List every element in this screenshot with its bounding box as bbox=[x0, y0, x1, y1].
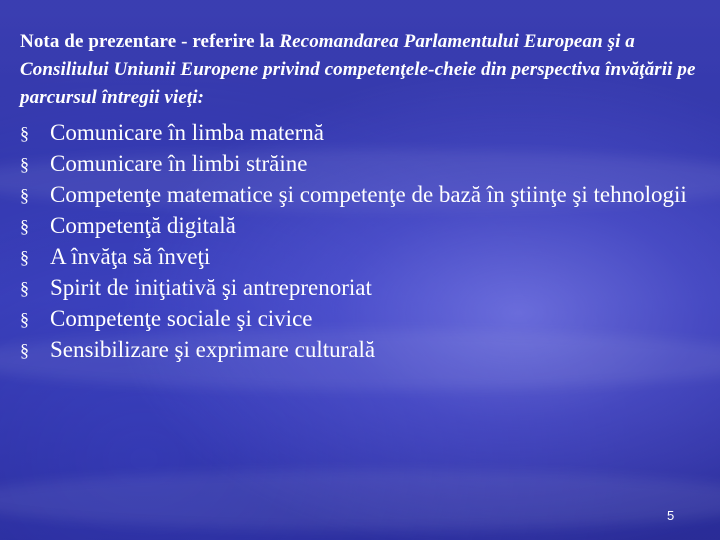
list-item bbox=[20, 335, 710, 366]
page-number: 5 bbox=[667, 508, 675, 523]
list-item bbox=[20, 242, 710, 273]
list-item-text: Competenţe matematice şi competenţe de bază în ştiinţe şi tehnologii bbox=[50, 182, 687, 207]
bullet-icon: § bbox=[20, 216, 29, 236]
bullet-icon: § bbox=[20, 154, 29, 174]
bullet-icon: § bbox=[20, 247, 29, 267]
list-item bbox=[20, 211, 710, 242]
header-title-italic: Recomandarea Parlamentului European şi a Consiliului Uniunii Europene privind competenţele-cheie din perspectiva învăţării pe parcursul întregii vieţi: bbox=[20, 31, 696, 108]
list-item bbox=[20, 304, 710, 335]
bullet-icon: § bbox=[20, 309, 29, 329]
list-item-text: Competenţe sociale şi civice bbox=[50, 306, 313, 331]
list-item bbox=[20, 180, 710, 211]
list-item-text: Competenţă digitală bbox=[50, 213, 236, 238]
list-item bbox=[20, 273, 710, 304]
bullet-icon: § bbox=[20, 278, 29, 298]
list-item-text: Comunicare în limbi străine bbox=[50, 151, 308, 176]
bullet-icon: § bbox=[20, 340, 29, 360]
header-lead: Nota de prezentare - referire la bbox=[20, 31, 280, 52]
list-item-text: Sensibilizare şi exprimare culturală bbox=[50, 337, 376, 362]
bullet-icon: § bbox=[20, 185, 29, 205]
list-item bbox=[20, 118, 710, 149]
list-item-text: Spirit de iniţiativă şi antreprenoriat bbox=[50, 275, 372, 300]
slide-header bbox=[20, 28, 710, 112]
competency-list bbox=[20, 118, 710, 366]
list-item bbox=[20, 149, 710, 180]
bullet-icon: § bbox=[20, 123, 29, 143]
list-item-text: Comunicare în limba maternă bbox=[50, 120, 324, 145]
list-item-text: A învăţa să înveţi bbox=[50, 244, 211, 269]
